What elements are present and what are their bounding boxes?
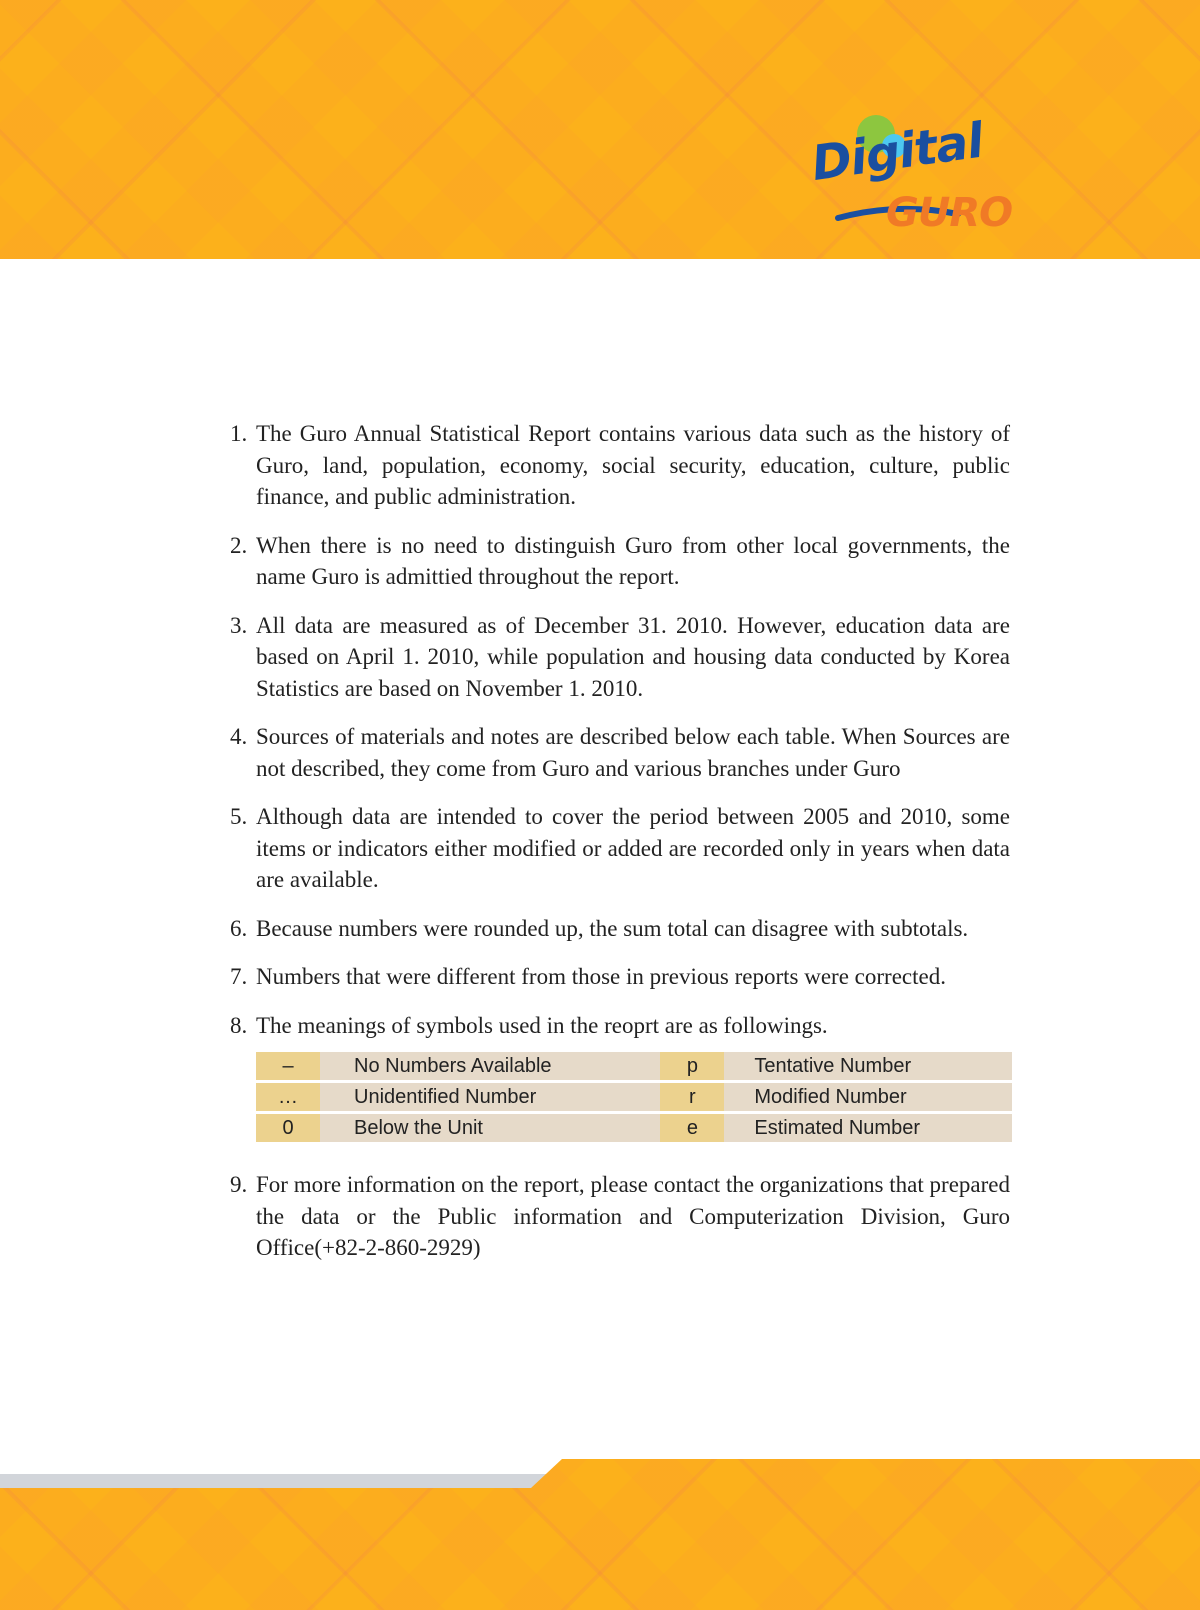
note-number: 5. xyxy=(230,804,248,829)
note-text: Sources of materials and notes are described below each table. When Sources are not described, they come from Guro and various branches under Guro xyxy=(256,724,1010,781)
table-row xyxy=(256,1083,1012,1111)
note-text: The meanings of symbols used in the reoprt are as followings. xyxy=(256,1012,828,1038)
note-item xyxy=(230,1010,1010,1042)
note-item xyxy=(230,530,1010,593)
symbol-cell: r xyxy=(660,1083,724,1111)
note-number: 4. xyxy=(230,724,248,749)
symbols-table xyxy=(256,1049,1012,1145)
symbol-meaning: Below the Unit xyxy=(320,1114,660,1142)
digital-guro-logo xyxy=(808,110,1018,240)
symbol-meaning: No Numbers Available xyxy=(320,1052,660,1080)
symbol-cell: 0 xyxy=(256,1114,320,1142)
note-number: 8. xyxy=(230,1012,248,1038)
symbol-cell: p xyxy=(660,1052,724,1080)
note-item xyxy=(230,913,1010,945)
symbol-cell: … xyxy=(256,1083,320,1111)
symbol-meaning: Unidentified Number xyxy=(320,1083,660,1111)
note-item xyxy=(230,801,1010,896)
note-item xyxy=(230,721,1010,784)
note-text: The Guro Annual Statistical Report contains various data such as the history of Guro, land, population, economy, social security, education, culture, public finance, and public administration. xyxy=(256,421,1010,509)
symbol-meaning: Modified Number xyxy=(724,1083,1012,1111)
logo-word-digital: Digital xyxy=(808,112,987,192)
note-number: 2. xyxy=(230,532,248,558)
symbol-meaning: Tentative Number xyxy=(724,1052,1012,1080)
symbol-meaning: Estimated Number xyxy=(724,1114,1012,1142)
note-number: 1. xyxy=(230,421,248,446)
note-item xyxy=(230,610,1010,705)
note-item xyxy=(230,1169,1010,1264)
symbol-cell: – xyxy=(256,1052,320,1080)
notes-list xyxy=(230,418,1010,1281)
note-number: 6. xyxy=(230,915,248,941)
logo-word-guro: GURO xyxy=(886,190,1013,236)
note-item xyxy=(230,418,1010,513)
note-item xyxy=(230,961,1010,993)
note-text: Numbers that were different from those in previous reports were corrected. xyxy=(256,964,946,989)
table-row xyxy=(256,1114,1012,1142)
note-text: Although data are intended to cover the period between 2005 and 2010, some items or indicators either modified or added are recorded only in years when data are available. xyxy=(256,804,1010,892)
symbol-cell: e xyxy=(660,1114,724,1142)
note-text: Because numbers were rounded up, the sum total can disagree with subtotals. xyxy=(256,915,969,941)
note-number: 3. xyxy=(230,612,248,638)
footer-grey-stripe xyxy=(0,1474,600,1488)
note-number: 9. xyxy=(230,1172,248,1197)
header-banner xyxy=(0,0,1200,259)
table-row xyxy=(256,1052,1012,1080)
note-text: All data are measured as of December 31. 2010. However, education data are based on April 1. 2010, while population and housing data conducted by Korea Statistics are based on November 1. 2010. xyxy=(256,612,1010,701)
note-text: When there is no need to distinguish Guro from other local governments, the name Guro is admittied throughout the report. xyxy=(256,532,1010,589)
note-text: For more information on the report, please contact the organizations that prepared the data or the Public information and Computerization Division, Guro Office(+82-2-860-2929) xyxy=(256,1172,1010,1260)
note-number: 7. xyxy=(230,964,248,989)
